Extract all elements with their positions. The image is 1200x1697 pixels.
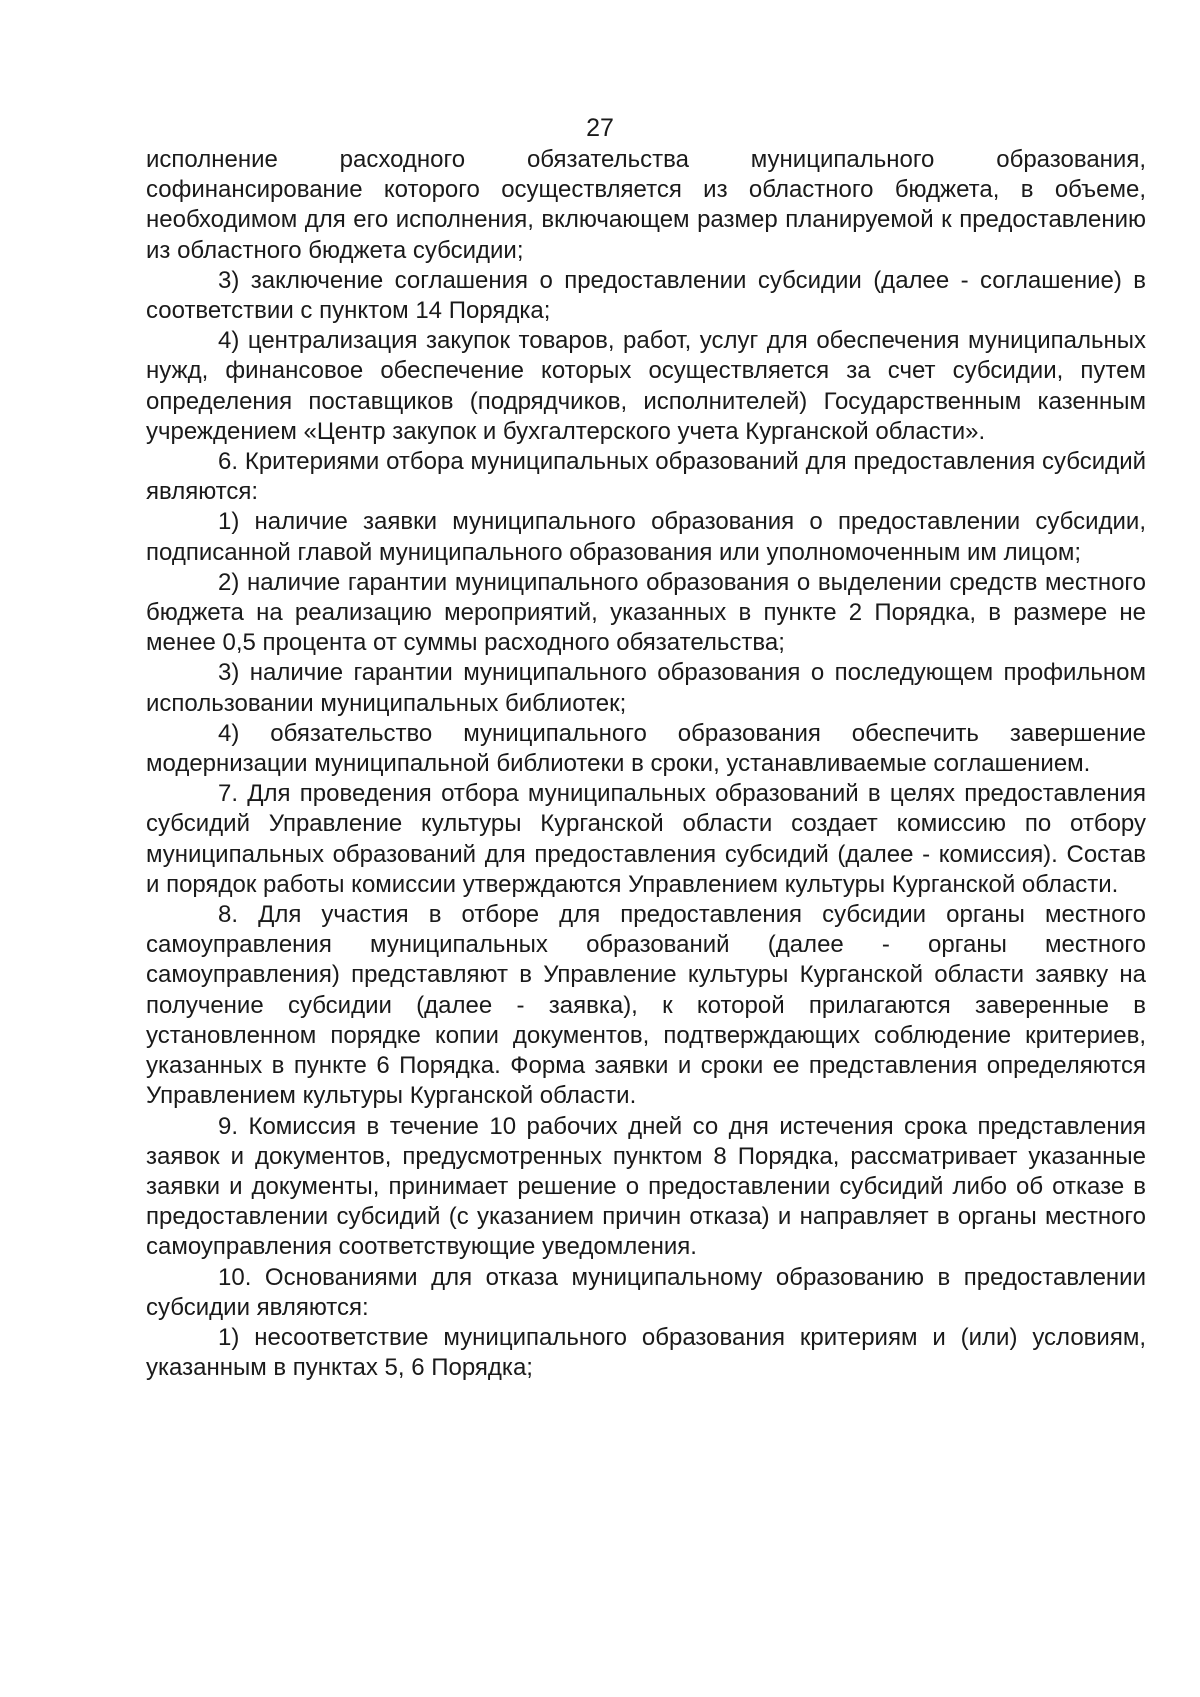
- paragraph-section-8-application: 8. Для участия в отборе для предоставления субсидии органы местного самоуправления муниципальных образований (далее - органы местного самоуправления) представляют в Управление культуры Курганской области заявку на получение субсидии (далее - заявка), к которой прилагаются заверенные в установленном порядке копии документов, подтверждающих соблюдение критериев, указанных в пункте 6 Порядка. Форма заявки и сроки ее представления определяются Управлением культуры Курганской области.: [146, 901, 1146, 1110]
- paragraph-section-10-refusal: 10. Основаниями для отказа муниципальному образованию в предоставлении субсидии являются:: [146, 1263, 1146, 1321]
- paragraph-continuation: исполнение расходного обязательства муниципального образования, софинансирование которого осуществляется из областного бюджета, в объеме, необходимом для его исполнения, включающем размер планируемой к предоставлению из областного бюджета субсидии;: [146, 146, 1146, 264]
- paragraph-refusal-reason-1: 1) несоответствие муниципального образования критериям и (или) условиям, указанным в пунктах 5, 6 Порядка;: [146, 1323, 1146, 1382]
- paragraph-criterion-1: 1) наличие заявки муниципального образования о предоставлении субсидии, подписанной главой муниципального образования или уполномоченным им лицом;: [146, 508, 1146, 566]
- paragraph-section-9-review: 9. Комиссия в течение 10 рабочих дней со дня истечения срока представления заявок и документов, предусмотренных пунктом 8 Порядка, рассматривает указанные заявки и документы, принимает решение о предоставлении субсидий либо об отказе в предоставлении субсидий (с указанием причин отказа) и направляет в органы местного самоуправления соответствующие уведомления.: [146, 1112, 1146, 1261]
- paragraph-criterion-3: 3) наличие гарантии муниципального образования о последующем профильном использовании муниципальных библиотек;: [146, 659, 1146, 717]
- paragraph-criterion-2: 2) наличие гарантии муниципального образования о выделении средств местного бюджета на реализацию мероприятий, указанных в пункте 2 Порядка, в размере не менее 0,5 процента от суммы расходного обязательства;: [146, 568, 1146, 657]
- document-body: [146, 145, 1146, 1383]
- paragraph-criterion-4: 4) обязательство муниципального образования обеспечить завершение модернизации муниципальной библиотеки в сроки, устанавливаемые соглашением.: [146, 719, 1146, 778]
- paragraph-section-7-commission: 7. Для проведения отбора муниципальных образований в целях предоставления субсидий Управление культуры Курганской области создает комиссию по отбору муниципальных образований для предоставления субсидий (далее - комиссия). Состав и порядок работы комиссии утверждаются Управлением культуры Курганской области.: [146, 780, 1146, 898]
- paragraph-section-6-criteria: 6. Критериями отбора муниципальных образований для предоставления субсидий являются:: [146, 448, 1146, 506]
- paragraph-item-3-agreement: 3) заключение соглашения о предоставлении субсидии (далее - соглашение) в соответствии с пунктом 14 Порядка;: [146, 266, 1146, 325]
- page-number: 27: [586, 114, 614, 142]
- paragraph-item-4-procurement: 4) централизация закупок товаров, работ, услуг для обеспечения муниципальных нужд, финансовое обеспечение которых осуществляется за счет субсидии, путем определения поставщиков (подрядчиков, исполнителей) Государственным казенным учреждением «Центр закупок и бухгалтерского учета Курганской области».: [146, 327, 1146, 445]
